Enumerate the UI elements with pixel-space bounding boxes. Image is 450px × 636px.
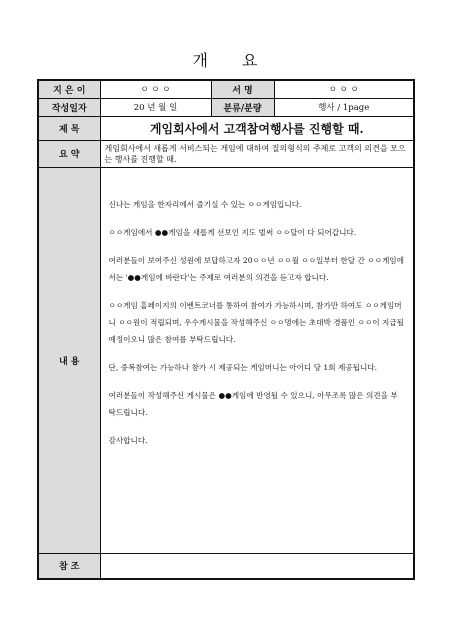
content-paragraph-5: 단, 중복참여는 가능하나 참가 시 제공되는 게임머니는 아이디 당 1회 제공됩니다. bbox=[108, 362, 378, 372]
content-label: 내 용 bbox=[38, 167, 100, 553]
date-value: 20 년 월 일 bbox=[100, 98, 211, 116]
content-paragraph-4: ㅇㅇ게임 홈페이지의 이벤트코너를 통하여 참여가 가능하시며, 참가만 하여도 ㅇㅇ게임머니 ㅇㅇ원이 적립되며, 우수게시물을 작성해주신 ㅇㅇ명에는 초대박 경품인 ㅇㅇ이 지급될 예정이오니 많은 참여를 부탁드립니다. bbox=[108, 300, 405, 344]
row-content bbox=[38, 167, 414, 553]
category-label: 분류/분량 bbox=[211, 98, 274, 116]
date-label: 작성일자 bbox=[38, 98, 100, 116]
writer-label: 지 은 이 bbox=[38, 80, 100, 98]
signature-label: 서 명 bbox=[211, 80, 274, 98]
row-reference bbox=[38, 553, 414, 579]
content-paragraph-1: 신나는 게임을 한자리에서 즐기실 수 있는 ㅇㅇ게임입니다. bbox=[108, 199, 302, 209]
outline-form-table bbox=[37, 79, 415, 580]
subject-value: 게임회사에서 고객참여행사를 진행할 때. bbox=[100, 116, 414, 140]
content-body bbox=[100, 167, 414, 553]
row-summary bbox=[38, 140, 414, 167]
content-paragraph-3: 여러분들이 보여주신 성원에 보답하고자 20ㅇㅇ년 ㅇㅇ월 ㅇㅇ일부터 한달 간 ㅇㅇ게임에서는 '●●게임에 바란다'는 주제로 여러분의 의견을 듣고자 합니다. bbox=[108, 255, 404, 282]
row-writer bbox=[38, 80, 414, 98]
subject-label: 제 목 bbox=[38, 116, 100, 140]
title-char-1: 개 bbox=[192, 51, 208, 70]
content-paragraph-6: 여러분들이 작성해주신 게시물은 ●●게임에 반영될 수 있으니, 아무조록 많은 의견을 부탁드립니다. bbox=[108, 390, 398, 417]
row-date bbox=[38, 98, 414, 116]
signature-value: ㅇ ㅇ ㅇ bbox=[274, 80, 414, 98]
content-paragraph-2: ㅇㅇ게임에서 ●●게임을 새롭게 선보인 지도 벌써 ㅇㅇ달이 다 되어갑니다. bbox=[108, 227, 357, 237]
reference-value bbox=[100, 553, 414, 579]
summary-label: 요 약 bbox=[38, 140, 100, 167]
document-title bbox=[0, 48, 450, 71]
row-subject bbox=[38, 116, 414, 140]
summary-value: 게임회사에서 새롭게 서비스되는 게임에 대하여 질의형식의 주제로 고객의 의견을 모으는 행사를 진행할 때. bbox=[100, 140, 414, 167]
content-paragraph-7: 감사합니다. bbox=[108, 435, 148, 445]
category-value: 행사 / 1page bbox=[274, 98, 414, 116]
reference-label: 참 조 bbox=[38, 553, 100, 579]
writer-value: ㅇ ㅇ ㅇ bbox=[100, 80, 211, 98]
title-char-2: 요 bbox=[242, 51, 258, 70]
